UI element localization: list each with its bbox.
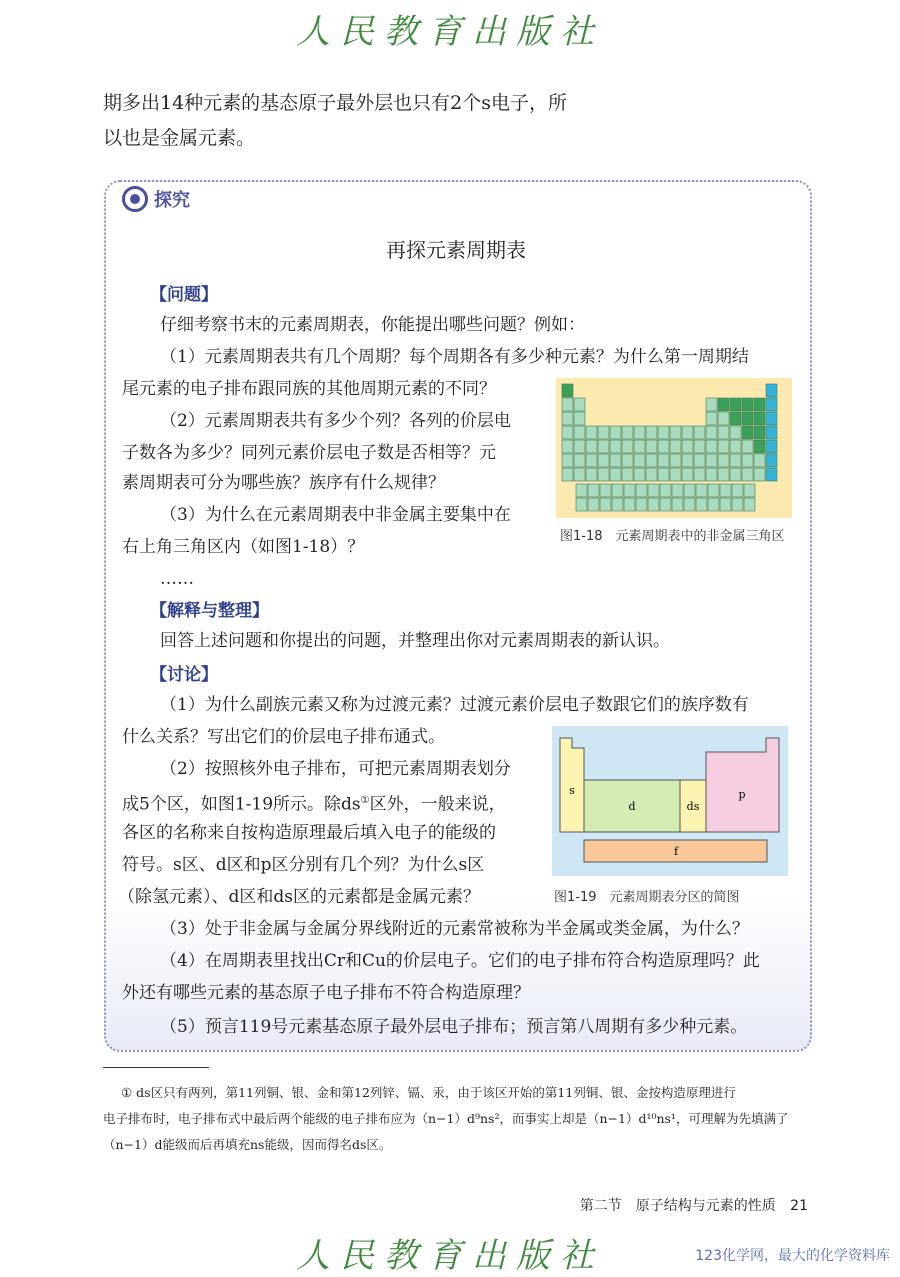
figure-1-18-caption: 图1-18 元素周期表中的非金属三角区 bbox=[560, 529, 785, 544]
question-3-a: （3）为什么在元素周期表中非金属主要集中在 bbox=[160, 505, 511, 525]
element-cell bbox=[658, 426, 669, 439]
publisher-logo-bottom: 人民教育出版社 bbox=[296, 1236, 604, 1276]
p-block-label: p bbox=[738, 788, 746, 801]
p-block bbox=[706, 738, 779, 832]
inquiry-tag bbox=[122, 186, 190, 212]
element-cell bbox=[574, 412, 585, 425]
element-cell bbox=[706, 454, 717, 467]
element-cell bbox=[646, 454, 657, 467]
element-cell bbox=[766, 426, 777, 439]
discussion-1-a: （1）为什么副族元素又称为过渡元素？过渡元素价层电子数跟它们的族序数有 bbox=[160, 695, 749, 715]
element-cell bbox=[754, 426, 765, 439]
element-cell bbox=[744, 484, 755, 497]
element-cell bbox=[696, 484, 707, 497]
question-3-b: 右上角三角区内（如图1-18）？ bbox=[122, 537, 365, 557]
element-cell bbox=[574, 398, 585, 411]
element-cell bbox=[670, 426, 681, 439]
element-cell bbox=[610, 468, 621, 481]
discussion-2-a: （2）按照核外电子排布，可把元素周期表划分 bbox=[160, 759, 511, 779]
element-cell bbox=[754, 398, 765, 411]
element-cell bbox=[730, 468, 741, 481]
element-cell bbox=[718, 398, 729, 411]
discussion-2-e: （除氢元素）、d区和ds区的元素都是金属元素？ bbox=[118, 887, 480, 907]
element-cell bbox=[562, 384, 573, 397]
footnote-line: （n−1）d能级而后再填充ns能级，因而得名ds区。 bbox=[103, 1137, 392, 1152]
f-block-label: f bbox=[673, 845, 679, 858]
figure-1-19-caption: 图1-19 元素周期表分区的简图 bbox=[554, 890, 740, 905]
question-2-c: 素周期表可分为哪些族？族序有什么规律？ bbox=[122, 473, 445, 493]
element-cell bbox=[612, 484, 623, 497]
element-cell bbox=[622, 440, 633, 453]
element-cell bbox=[694, 440, 705, 453]
page-footer bbox=[580, 1195, 808, 1215]
element-cell bbox=[684, 498, 695, 511]
element-cell bbox=[730, 426, 741, 439]
element-cell bbox=[670, 440, 681, 453]
element-cell bbox=[636, 498, 647, 511]
element-cell bbox=[684, 484, 695, 497]
publisher-logo-top: 人民教育出版社 bbox=[296, 12, 604, 52]
discussion-2-d: 符号。s区、d区和p区分别有几个列？为什么s区 bbox=[122, 855, 485, 875]
element-cell bbox=[646, 468, 657, 481]
element-cell bbox=[610, 454, 621, 467]
element-cell bbox=[622, 454, 633, 467]
element-cell bbox=[586, 454, 597, 467]
element-cell bbox=[670, 454, 681, 467]
element-cell bbox=[766, 468, 777, 481]
target-icon bbox=[122, 186, 148, 212]
element-cell bbox=[586, 426, 597, 439]
element-cell bbox=[600, 484, 611, 497]
element-cell bbox=[742, 440, 753, 453]
element-cell bbox=[648, 498, 659, 511]
element-cell bbox=[696, 498, 707, 511]
discussion-2-c: 各区的名称来自按构造原理最后填入电子的能级的 bbox=[122, 823, 496, 843]
element-cell bbox=[720, 498, 731, 511]
ellipsis: …… bbox=[160, 569, 194, 589]
element-cell bbox=[718, 412, 729, 425]
element-cell bbox=[646, 426, 657, 439]
watermark: 123化学网，最大的化学资料库 bbox=[695, 1248, 890, 1264]
element-cell bbox=[576, 498, 587, 511]
problem-intro: 仔细考察书末的元素周期表，你能提出哪些问题？例如： bbox=[160, 315, 585, 335]
element-cell bbox=[634, 454, 645, 467]
question-2-a: （2）元素周期表共有多少个列？各列的价层电 bbox=[160, 411, 511, 431]
page-number: 21 bbox=[790, 1198, 808, 1214]
intro-line: 期多出14种元素的基态原子最外层也只有2个s电子，所 bbox=[103, 92, 568, 114]
element-cell bbox=[754, 468, 765, 481]
element-cell bbox=[574, 426, 585, 439]
element-cell bbox=[562, 440, 573, 453]
element-cell bbox=[670, 468, 681, 481]
element-cell bbox=[754, 440, 765, 453]
element-cell bbox=[694, 468, 705, 481]
element-cell bbox=[706, 398, 717, 411]
discussion-5: （5）预言119号元素基态原子最外层电子排布；预言第八周期有多少种元素。 bbox=[160, 1017, 748, 1037]
element-cell bbox=[732, 484, 743, 497]
element-cell bbox=[718, 440, 729, 453]
discuss-heading: 【讨论】 bbox=[150, 665, 218, 685]
element-cell bbox=[658, 440, 669, 453]
element-cell bbox=[718, 468, 729, 481]
element-cell bbox=[742, 426, 753, 439]
element-cell bbox=[708, 498, 719, 511]
element-cell bbox=[742, 468, 753, 481]
element-cell bbox=[598, 426, 609, 439]
element-cell bbox=[732, 498, 743, 511]
element-cell bbox=[742, 412, 753, 425]
element-cell bbox=[708, 484, 719, 497]
element-cell bbox=[742, 454, 753, 467]
element-cell bbox=[706, 440, 717, 453]
element-cell bbox=[574, 468, 585, 481]
element-cell bbox=[730, 454, 741, 467]
element-cell bbox=[562, 454, 573, 467]
intro-paragraph bbox=[103, 86, 603, 156]
element-cell bbox=[610, 426, 621, 439]
element-cell bbox=[718, 454, 729, 467]
discussion-1-b: 什么关系？写出它们的价层电子排布通式。 bbox=[122, 727, 445, 747]
element-cell bbox=[588, 484, 599, 497]
element-cell bbox=[636, 484, 647, 497]
problem-heading: 【问题】 bbox=[150, 285, 218, 305]
footnote-line: 电子排布时，电子排布式中最后两个能级的电子排布应为（n−1）d⁹ns²，而事实上却是（n−1）d¹⁰ns¹，可理解为先填满了 bbox=[103, 1111, 789, 1126]
footnote-line: ① ds区只有两列，第11列铜、银、金和第12列锌、镉、汞，由于该区开始的第11列铜、银、金按构造原理进行 bbox=[121, 1085, 736, 1100]
question-1-a: （1）元素周期表共有几个周期？每个周期各有多少种元素？为什么第一周期结 bbox=[160, 347, 749, 367]
footnote bbox=[103, 1080, 823, 1158]
element-cell bbox=[574, 454, 585, 467]
element-cell bbox=[598, 454, 609, 467]
element-cell bbox=[742, 398, 753, 411]
element-cell bbox=[682, 426, 693, 439]
element-cell bbox=[766, 440, 777, 453]
element-cell bbox=[598, 468, 609, 481]
explain-text: 回答上述问题和你提出的问题，并整理出你对元素周期表的新认识。 bbox=[160, 631, 670, 651]
inquiry-tag-label: 探究 bbox=[154, 190, 190, 211]
footnote-marker: ① bbox=[360, 795, 370, 806]
discussion-2-b-text: 成5个区，如图1-19所示。除ds bbox=[122, 794, 361, 815]
element-cell bbox=[588, 498, 599, 511]
element-cell bbox=[586, 440, 597, 453]
element-cell bbox=[562, 412, 573, 425]
element-cell bbox=[586, 468, 597, 481]
element-cell bbox=[658, 468, 669, 481]
element-cell bbox=[562, 468, 573, 481]
element-cell bbox=[660, 498, 671, 511]
figure-1-18-periodic-table bbox=[556, 378, 792, 518]
element-cell bbox=[730, 412, 741, 425]
element-cell bbox=[624, 498, 635, 511]
ds-block-label: ds bbox=[686, 800, 700, 813]
question-1-b: 尾元素的电子排布跟同族的其他周期元素的不同？ bbox=[122, 379, 496, 399]
element-cell bbox=[706, 412, 717, 425]
footnote-divider bbox=[103, 1067, 209, 1068]
question-2-b: 子数各为多少？同列元素价层电子数是否相等？元 bbox=[122, 443, 496, 463]
discussion-4-b: 外还有哪些元素的基态原子电子排布不符合构造原理？ bbox=[122, 983, 530, 1003]
element-cell bbox=[610, 440, 621, 453]
footer-section-title: 第二节 原子结构与元素的性质 bbox=[579, 1198, 776, 1214]
element-cell bbox=[694, 426, 705, 439]
element-cell bbox=[658, 454, 669, 467]
discussion-3: （3）处于非金属与金属分界线附近的元素常被称为半金属或类金属，为什么？ bbox=[160, 919, 749, 939]
element-cell bbox=[672, 498, 683, 511]
element-cell bbox=[766, 398, 777, 411]
element-cell bbox=[660, 484, 671, 497]
d-block-label: d bbox=[628, 800, 636, 813]
element-cell bbox=[612, 498, 623, 511]
element-cell bbox=[634, 426, 645, 439]
element-cell bbox=[574, 440, 585, 453]
element-cell bbox=[730, 398, 741, 411]
element-cell bbox=[562, 398, 573, 411]
element-cell bbox=[622, 468, 633, 481]
element-cell bbox=[754, 412, 765, 425]
element-cell bbox=[562, 426, 573, 439]
element-cell bbox=[718, 426, 729, 439]
element-cell bbox=[694, 454, 705, 467]
s-block-label: s bbox=[569, 784, 575, 797]
element-cell bbox=[682, 454, 693, 467]
element-cell bbox=[624, 484, 635, 497]
discussion-2-b-text: 区外，一般来说， bbox=[369, 794, 506, 815]
element-cell bbox=[766, 412, 777, 425]
element-cell bbox=[744, 498, 755, 511]
element-cell bbox=[682, 468, 693, 481]
element-cell bbox=[766, 384, 777, 397]
inquiry-title: 再探元素周期表 bbox=[386, 238, 526, 262]
element-cell bbox=[706, 468, 717, 481]
explain-heading: 【解释与整理】 bbox=[150, 601, 269, 621]
discussion-4-a: （4）在周期表里找出Cr和Cu的价层电子。它们的电子排布符合构造原理吗？此 bbox=[160, 951, 760, 971]
element-cell bbox=[682, 440, 693, 453]
element-cell bbox=[766, 454, 777, 467]
element-cell bbox=[730, 440, 741, 453]
element-cell bbox=[600, 498, 611, 511]
intro-line: 以也是金属元素。 bbox=[103, 127, 256, 149]
element-cell bbox=[646, 440, 657, 453]
element-cell bbox=[754, 454, 765, 467]
element-cell bbox=[720, 484, 731, 497]
element-cell bbox=[634, 440, 645, 453]
element-cell bbox=[598, 440, 609, 453]
element-cell bbox=[648, 484, 659, 497]
element-cell bbox=[622, 426, 633, 439]
element-cell bbox=[706, 426, 717, 439]
figure-1-19-block-diagram bbox=[552, 726, 788, 876]
element-cell bbox=[576, 484, 587, 497]
element-cell bbox=[634, 468, 645, 481]
element-cell bbox=[672, 484, 683, 497]
